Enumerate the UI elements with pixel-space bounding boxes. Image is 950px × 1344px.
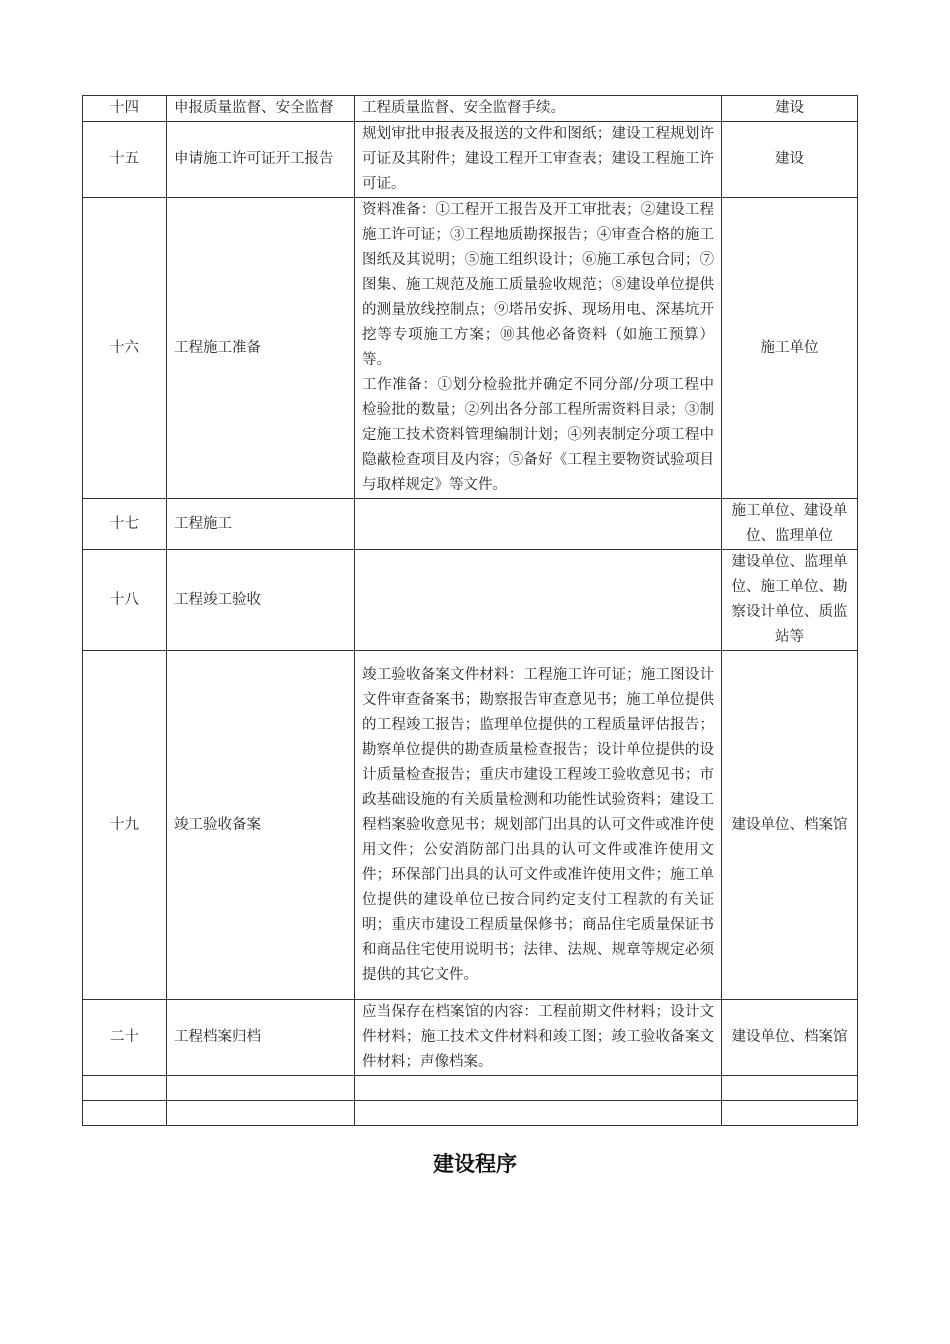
step-documents (355, 1101, 722, 1126)
responsible-party: 建设单位、档案馆 (722, 1000, 858, 1076)
table-row (83, 1076, 858, 1101)
step-name: 工程施工 (167, 499, 355, 550)
step-name: 工程竣工验收 (167, 550, 355, 651)
step-number: 十四 (83, 96, 167, 122)
step-documents (355, 198, 722, 499)
step-number: 二十 (83, 1000, 167, 1076)
table-row (83, 1101, 858, 1126)
step-documents (355, 1076, 722, 1101)
responsible-party: 建设 (722, 122, 858, 198)
procedure-table (82, 95, 858, 1126)
step-name: 工程施工准备 (167, 198, 355, 499)
document-paragraph: 资料准备：①工程开工报告及开工审批表；②建设工程施工许可证；③工程地质勘探报告；④审查合格的施工图纸及其说明；⑤施工组织设计；⑥施工承包合同；⑦图集、施工规范及施工质量验收规范；⑧建设单位提供的测量放线控制点；⑨塔吊安拆、现场用电、深基坑开挖等专项施工方案；⑩其他必备资料（如施工预算）等。 (362, 202, 714, 368)
step-name: 工程档案归档 (167, 1000, 355, 1076)
step-documents (355, 1000, 722, 1076)
step-documents (355, 651, 722, 1000)
table-row (83, 499, 858, 550)
document-paragraph: 应当保存在档案馆的内容：工程前期文件材料；设计文件材料；施工技术文件材料和竣工图；竣工验收备案文件材料；声像档案。 (362, 1004, 714, 1070)
step-name: 申报质量监督、安全监督 (167, 96, 355, 122)
responsible-party: 施工单位、建设单位、监理单位 (722, 499, 858, 550)
step-documents (355, 96, 722, 122)
step-name: 竣工验收备案 (167, 651, 355, 1000)
step-number: 十八 (83, 550, 167, 651)
step-documents (355, 122, 722, 198)
step-number: 十六 (83, 198, 167, 499)
step-documents (355, 550, 722, 651)
step-number: 十五 (83, 122, 167, 198)
document-paragraph: 竣工验收备案文件材料：工程施工许可证；施工图设计文件审查备案书；勘察报告审查意见书；施工单位提供的工程竣工报告；监理单位提供的工程质量评估报告；勘察单位提供的勘查质量检查报告；设计单位提供的设计质量检查报告；重庆市建设工程竣工验收意见书；市政基础设施的有关质量检测和功能性试验资料；建设工程档案验收意见书；规划部门出具的认可文件或准许使用文件；公安消防部门出具的认可文件或准许使用文件；环保部门出具的认可文件或准许使用文件；施工单位提供的建设单位已按合同约定支付工程款的有关证明；重庆市建设工程质量保修书；商品住宅质量保证书和商品住宅使用说明书；法律、法规、规章等规定必须提供的其它文件。 (362, 666, 714, 983)
section-title: 建设程序 (433, 1152, 517, 1176)
step-name (167, 1101, 355, 1126)
responsible-party: 施工单位 (722, 198, 858, 499)
responsible-party: 建设单位、档案馆 (722, 651, 858, 1000)
document-paragraph: 规划审批申报表及报送的文件和图纸；建设工程规划许可证及其附件；建设工程开工审查表；建设工程施工许可证。 (362, 126, 714, 192)
step-number: 十七 (83, 499, 167, 550)
table-row (83, 651, 858, 1000)
table-row (83, 122, 858, 198)
step-number (83, 1101, 167, 1126)
step-name (167, 1076, 355, 1101)
step-name: 申请施工许可证开工报告 (167, 122, 355, 198)
responsible-party (722, 1076, 858, 1101)
step-number: 十九 (83, 651, 167, 1000)
responsible-party (722, 1101, 858, 1126)
table-row (83, 96, 858, 122)
document-paragraph: 工作准备：①划分检验批并确定不同分部/分项工程中检验批的数量；②列出各分部工程所需资料目录；③制定施工技术资料管理编制计划；④列表制定分项工程中隐蔽检查项目及内容；⑤备好《工程主要物资试验项目与取样规定》等文件。 (362, 377, 714, 493)
responsible-party: 建设单位、监理单位、施工单位、勘察设计单位、质监站等 (722, 550, 858, 651)
document-paragraph: 工程质量监督、安全监督手续。 (362, 100, 565, 116)
step-documents (355, 499, 722, 550)
responsible-party: 建设 (722, 96, 858, 122)
table-row (83, 198, 858, 499)
table-row (83, 1000, 858, 1076)
step-number (83, 1076, 167, 1101)
table-row (83, 550, 858, 651)
